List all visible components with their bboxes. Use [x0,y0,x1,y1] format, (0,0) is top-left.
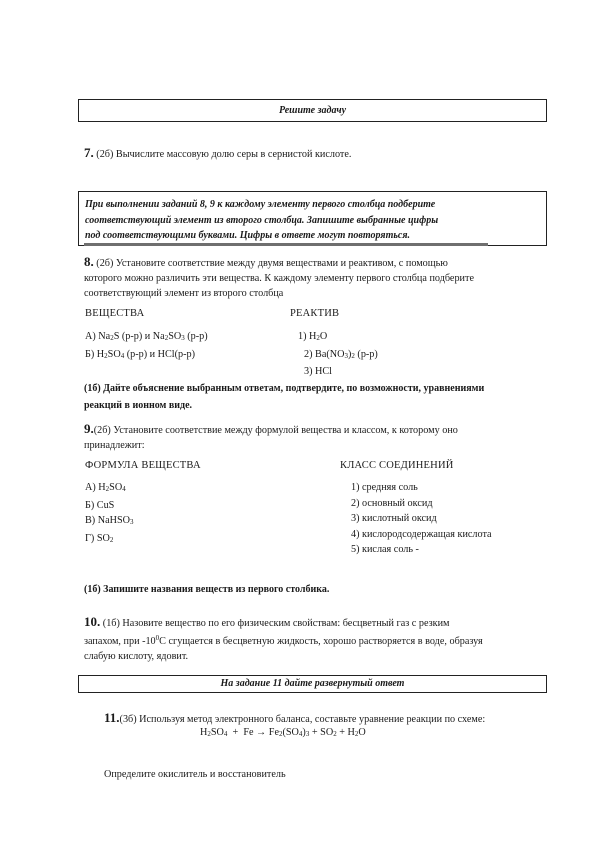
q8-explain-line-2: реакций в ионном виде. [84,400,193,411]
q9-names-task: (1б) Запишите названия веществ из первого столбика. [84,584,330,595]
q9-class-header: КЛАСС СОЕДИНЕНИЙ [340,460,454,471]
q8-substance-b: Б) $H_2SO_4$ (р-р) и HCl(р-р) [85,348,195,360]
section-11-header-title: На задание 11 дайте развернутый ответ [220,678,405,689]
question-8-number: 8. [84,254,94,269]
q9-class-3: 3) кислотный оксид [351,513,437,524]
q8-explain-line-1: (1б) Дайте объяснение выбранным ответам, подтвердите, по возможности, уравнениями [84,383,485,394]
question-9-line-2: принадлежит: [84,440,145,451]
question-9 [84,421,554,453]
question-8-line-1: (2б) Установите соответствие между двумя веществами и реактивом, с помощью [96,258,448,269]
q9-formula-b: Б) CuS [85,499,115,511]
instructions-line-3: под соответствующими буквами. Цифры в ответе могут повторяться. [85,230,411,241]
q11-oxidizer-reducer: Определите окислитель и восстановитель [104,769,286,780]
question-7-text: (2б) Вычислите массовую долю серы в сернистой кислоте. [96,149,352,160]
question-8 [84,254,554,301]
question-11-number: 11. [104,710,120,725]
q11-reaction-scheme: $H_2SO_4 + Fe \to Fe_2(SO_4)_3 + SO_2 + H_2O$ [200,727,366,738]
section-header-box [78,99,547,122]
question-9-number: 9. [84,421,94,436]
q8-substances-header: ВЕЩЕСТВА [85,308,145,319]
q9-classes-list [351,480,492,558]
question-9-line-1: (2б) Установите соответствие между формулой вещества и классом, к которому оно [93,425,458,436]
q8-reagent-2: 2) $Ba(NO_3)_2$ (р-р) [304,348,378,360]
question-10-line-1: (1б) Назовите вещество по его физическим свойствам: бесцветный газ с резким [102,618,450,629]
question-8-line-2: которого можно различить эти вещества. К каждому элементу первого столбца подберите [84,273,474,284]
question-11-text: (3б) Используя метод электронного баланса, составьте уравнение реакции по схеме: [119,714,486,725]
q8-reagent-header: РЕАКТИВ [290,308,340,319]
question-7 [84,145,554,162]
question-10 [84,614,554,664]
instructions-text [85,197,545,244]
section-header-title: Решите задачу [278,105,347,116]
question-10-number: 10. [84,614,101,629]
q9-formula-a: А) $H_2SO_4$ [85,482,126,493]
q9-formulas-list [85,480,134,548]
q9-class-2: 2) основный оксид [351,497,433,509]
question-10-line-3: слабую кислоту, ядовит. [84,651,189,662]
q8-reagent-1: 1) $H_2O$ [298,331,328,342]
q8-reagents-list [298,329,378,380]
instructions-line-1: При выполнении заданий 8, 9 к каждому элементу первого столбца подберите [85,199,436,210]
q9-formula-v: В) NaHSO$_3$ [85,515,134,526]
q9-formula-g: Г) $SO_2$ [85,532,114,544]
question-8-line-3: соответствующий элемент из второго столбца [84,288,284,299]
q9-class-4: 4) кислородсодержащая кислота [351,528,492,540]
q9-class-1: 1) средняя соль [351,482,418,493]
q8-reagent-3: 3) HCl [304,366,333,377]
q8-explain [84,381,554,413]
section-11-header-box [78,675,547,693]
instructions-line-2: соответствующий элемент из второго столбца. Запишите выбранные цифры [85,214,439,226]
question-7-number: 7. [84,145,94,160]
q9-formula-header: ФОРМУЛА ВЕЩЕСТВА [85,460,201,471]
question-10-line-2: запахом, при $-10^0С$ сгущается в бесцветную жидкость, хорошо растворяется в воде, образуя [84,634,483,647]
q9-class-5: 5) кислая соль - [351,544,419,555]
q8-substance-a: А) $Na_2S$ (р-р) и $Na_2SO_3$ (р-р) [85,331,208,342]
q8-substances-list [85,329,208,364]
